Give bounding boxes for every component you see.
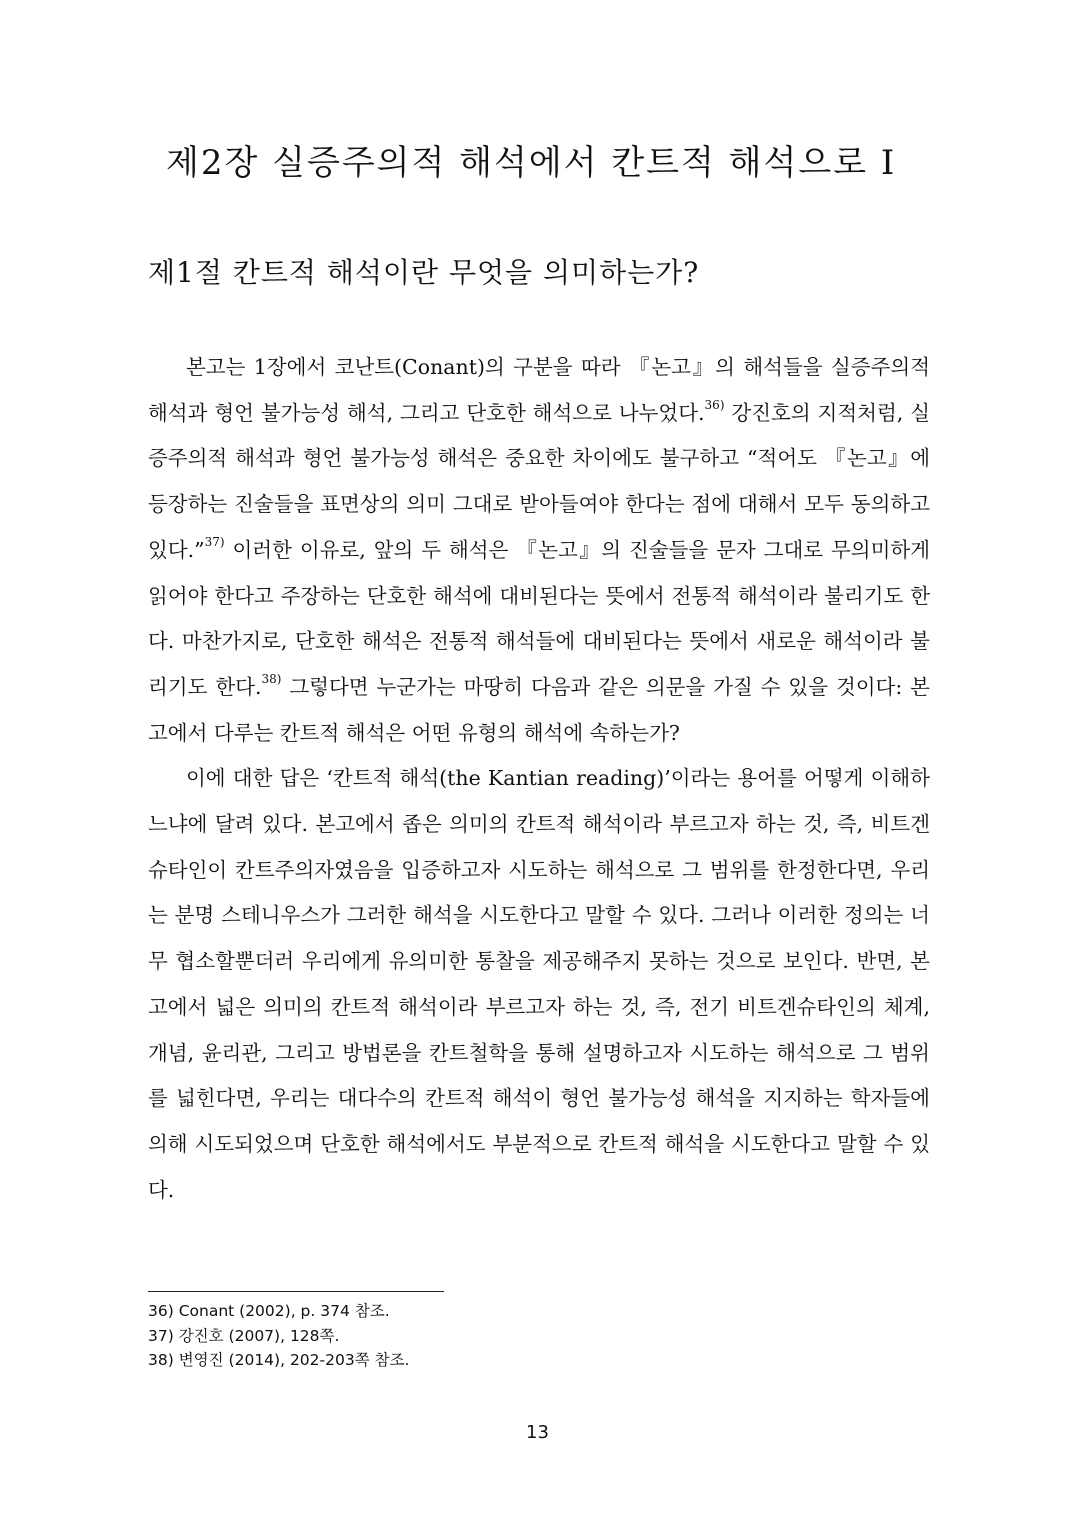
footnote-36: 36) Conant (2002), p. 374 참조. bbox=[148, 1302, 390, 1320]
footnote-ref-36[interactable]: 36) bbox=[704, 397, 725, 412]
body-text bbox=[148, 345, 930, 1213]
footnote-ref-38[interactable]: 38) bbox=[261, 671, 282, 686]
body-text-segment: 이에 대한 답은 ‘칸트적 해석(the Kantian reading)’이라는 용어를 어떻게 이해하느냐에 달려 있다. 본고에서 좁은 의미의 칸트적 해석이라 부르고자 하는 것, 즉, 비트겐슈타인이 칸트주의자였음을 입증하고자 시도하는 해석으로 그 범위를 한정한다면, 우리는 분명 스테니우스가 그러한 해석을 시도한다고 말할 수 있다. 그러나 이러한 정의는 너무 협소할뿐더러 우리에게 유의미한 통찰을 제공해주지 못하는 것으로 보인다. 반면, 본고에서 넓은 의미의 칸트적 해석이라 부르고자 하는 것, 즉, 전기 비트겐슈타인의 체계, 개념, 윤리관, 그리고 방법론을 칸트철학을 통해 설명하고자 시도하는 해석으로 그 범위를 넓힌다면, 우리는 대다수의 칸트적 해석이 형언 불가능성 해석을 지지하는 학자들에 의해 시도되었으며 단호한 해석에서도 부분적으로 칸트적 해석을 시도한다고 말할 수 있다. bbox=[148, 766, 930, 1202]
paragraph bbox=[148, 345, 930, 756]
body-text-segment: 이러한 이유로, 앞의 두 해석은 『논고』의 진술들을 문자 그대로 무의미하게 읽어야 한다고 주장하는 단호한 해석에 대비된다는 뜻에서 전통적 해석이라 불리기도 한다. 마찬가지로, 단호한 해석은 전통적 해석들에 대비된다는 뜻에서 새로운 해석이라 불리기도 한다. bbox=[148, 537, 930, 699]
body-text-segment: 강진호의 지적처럼, 실증주의적 해석과 형언 불가능성 해석은 중요한 차이에도 불구하고 “적어도 『논고』에 등장하는 진술들을 표면상의 의미 그대로 받아들여야 한다는 점에 대해서 모두 동의하고 있다.” bbox=[148, 400, 930, 562]
body-text-segment: 그렇다면 누군가는 마땅히 다음과 같은 의문을 가질 수 있을 것이다: 본고에서 다루는 칸트적 해석은 어떤 유형의 해석에 속하는가? bbox=[148, 674, 930, 745]
page-number: 13 bbox=[526, 1422, 549, 1443]
footnotes bbox=[148, 1299, 928, 1373]
section-title: 제1절 칸트적 해석이란 무엇을 의미하는가? bbox=[148, 256, 700, 289]
paragraph bbox=[148, 756, 930, 1213]
body-text-segment: 본고는 1장에서 코난트(Conant)의 구분을 따라 『논고』의 해석들을 실증주의적 해석과 형언 불가능성 해석, 그리고 단호한 해석으로 나누었다. bbox=[148, 355, 930, 425]
chapter-title: 제2장 실증주의적 해석에서 칸트적 해석으로 Ⅰ bbox=[166, 143, 897, 183]
footnote-38: 38) 변영진 (2014), 202-203쪽 참조. bbox=[148, 1351, 410, 1369]
footnote-37: 37) 강진호 (2007), 128쪽. bbox=[148, 1326, 340, 1345]
footnote-ref-37[interactable]: 37) bbox=[204, 534, 225, 549]
footnote-divider bbox=[148, 1291, 444, 1292]
